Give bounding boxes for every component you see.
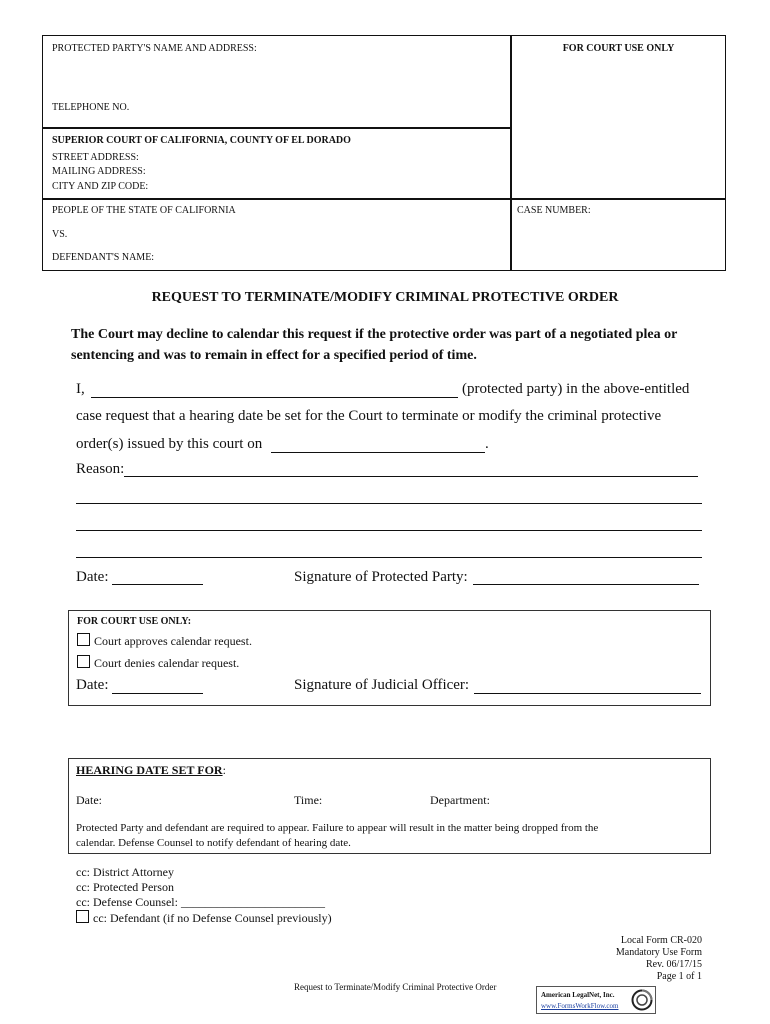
protected-party-name-line[interactable] bbox=[91, 397, 458, 398]
date-line[interactable] bbox=[112, 584, 203, 585]
cc-list bbox=[76, 865, 332, 926]
revision-date: Rev. 06/17/15 bbox=[645, 959, 702, 970]
court-use-only-label: FOR COURT USE ONLY bbox=[562, 43, 675, 54]
approves-checkbox[interactable] bbox=[77, 633, 90, 646]
case-number-label: CASE NUMBER: bbox=[517, 205, 591, 216]
judicial-officer-label: Signature of Judicial Officer: bbox=[294, 677, 470, 693]
street-address-label: STREET ADDRESS: bbox=[52, 152, 139, 163]
order-date-prefix: order(s) issued by this court on bbox=[76, 436, 263, 452]
cc-defendant-checkbox[interactable] bbox=[76, 910, 89, 923]
cc-defendant: cc: Defendant (if no Defense Counsel previously) bbox=[93, 911, 332, 925]
approves-row bbox=[77, 633, 252, 649]
cc-defendant-row bbox=[76, 910, 332, 926]
hearing-note-line-1: Protected Party and defendant are required to appear. Failure to appear will result in the matter being dropped from the bbox=[76, 822, 599, 834]
i-label: I, bbox=[76, 381, 85, 397]
publisher-url[interactable]: www.FormsWorkFlow.com bbox=[541, 1002, 619, 1010]
form-info bbox=[520, 935, 702, 983]
hearing-heading: HEARING DATE SET FOR bbox=[76, 763, 223, 777]
hearing-heading-colon: : bbox=[222, 763, 226, 777]
page-number: Page 1 of 1 bbox=[656, 971, 702, 982]
protected-party-suffix: (protected party) in the above-entitled bbox=[462, 381, 690, 397]
cc-protected-person: cc: Protected Person bbox=[76, 880, 174, 894]
hearing-box bbox=[68, 758, 711, 854]
court-use-heading: FOR COURT USE ONLY: bbox=[77, 616, 192, 627]
hearing-note-line-2: calendar. Defense Counsel to notify defendant of hearing date. bbox=[76, 837, 351, 849]
court-use-box bbox=[68, 610, 711, 706]
denies-checkbox[interactable] bbox=[77, 655, 90, 668]
signature-protected-party-line[interactable] bbox=[473, 584, 699, 585]
telephone-label: TELEPHONE NO. bbox=[52, 102, 130, 113]
caption-divider-vertical bbox=[510, 36, 512, 270]
city-zip-label: CITY AND ZIP CODE: bbox=[52, 181, 149, 192]
reason-label: Reason: bbox=[76, 461, 125, 477]
caption-box bbox=[42, 35, 726, 271]
hearing-time-label: Time: bbox=[294, 793, 323, 807]
court-name: SUPERIOR COURT OF CALIFORNIA, COUNTY OF EL DORADO bbox=[52, 135, 351, 146]
form-title: REQUEST TO TERMINATE/MODIFY CRIMINAL PROTECTIVE ORDER bbox=[151, 290, 619, 305]
defendant-name-label: DEFENDANT'S NAME: bbox=[52, 252, 155, 263]
approves-label: Court approves calendar request. bbox=[94, 634, 252, 648]
mailing-address-label: MAILING ADDRESS: bbox=[52, 166, 146, 177]
hearing-heading-row bbox=[76, 763, 226, 778]
caption-divider-1 bbox=[43, 127, 510, 129]
hearing-department-label: Department: bbox=[430, 793, 490, 807]
denies-label: Court denies calendar request. bbox=[94, 656, 240, 670]
denies-row bbox=[77, 655, 239, 671]
reason-line-3[interactable] bbox=[76, 530, 702, 531]
people-label: PEOPLE OF THE STATE OF CALIFORNIA bbox=[52, 205, 236, 216]
mandatory-use: Mandatory Use Form bbox=[615, 947, 702, 958]
publisher-logo bbox=[536, 986, 656, 1014]
date-label: Date: bbox=[76, 569, 109, 585]
reason-line-1[interactable] bbox=[124, 476, 698, 477]
footer-title: Request to Terminate/Modify Criminal Protective Order bbox=[294, 982, 497, 992]
reason-line-4[interactable] bbox=[76, 557, 702, 558]
cc-district-attorney: cc: District Attorney bbox=[76, 865, 174, 879]
order-date-line[interactable] bbox=[271, 452, 485, 453]
request-line-2: case request that a hearing date be set for the Court to terminate or modify the criminal protective bbox=[76, 408, 662, 424]
publisher-name: American LegalNet, Inc. bbox=[541, 991, 615, 999]
order-date-suffix: . bbox=[485, 436, 489, 452]
court-date-line[interactable] bbox=[112, 693, 203, 694]
hearing-date-label: Date: bbox=[76, 793, 102, 807]
notice-text: The Court may decline to calendar this request if the protective order was part of a negotiated plea or sentencing and was to remain in effect for a specified period of time. bbox=[71, 327, 678, 363]
reason-line-2[interactable] bbox=[76, 503, 702, 504]
signature-protected-party-label: Signature of Protected Party: bbox=[294, 569, 468, 585]
cc-defense-counsel: cc: Defense Counsel: ________________________ bbox=[76, 895, 325, 909]
form-number: Local Form CR-020 bbox=[620, 935, 702, 946]
judicial-officer-line[interactable] bbox=[474, 693, 701, 694]
vs-label: VS. bbox=[52, 229, 68, 240]
protected-party-label: PROTECTED PARTY'S NAME AND ADDRESS: bbox=[52, 43, 257, 54]
caption-divider-2 bbox=[43, 198, 725, 200]
publisher-emblem-icon bbox=[631, 989, 653, 1011]
court-date-label: Date: bbox=[76, 677, 109, 693]
